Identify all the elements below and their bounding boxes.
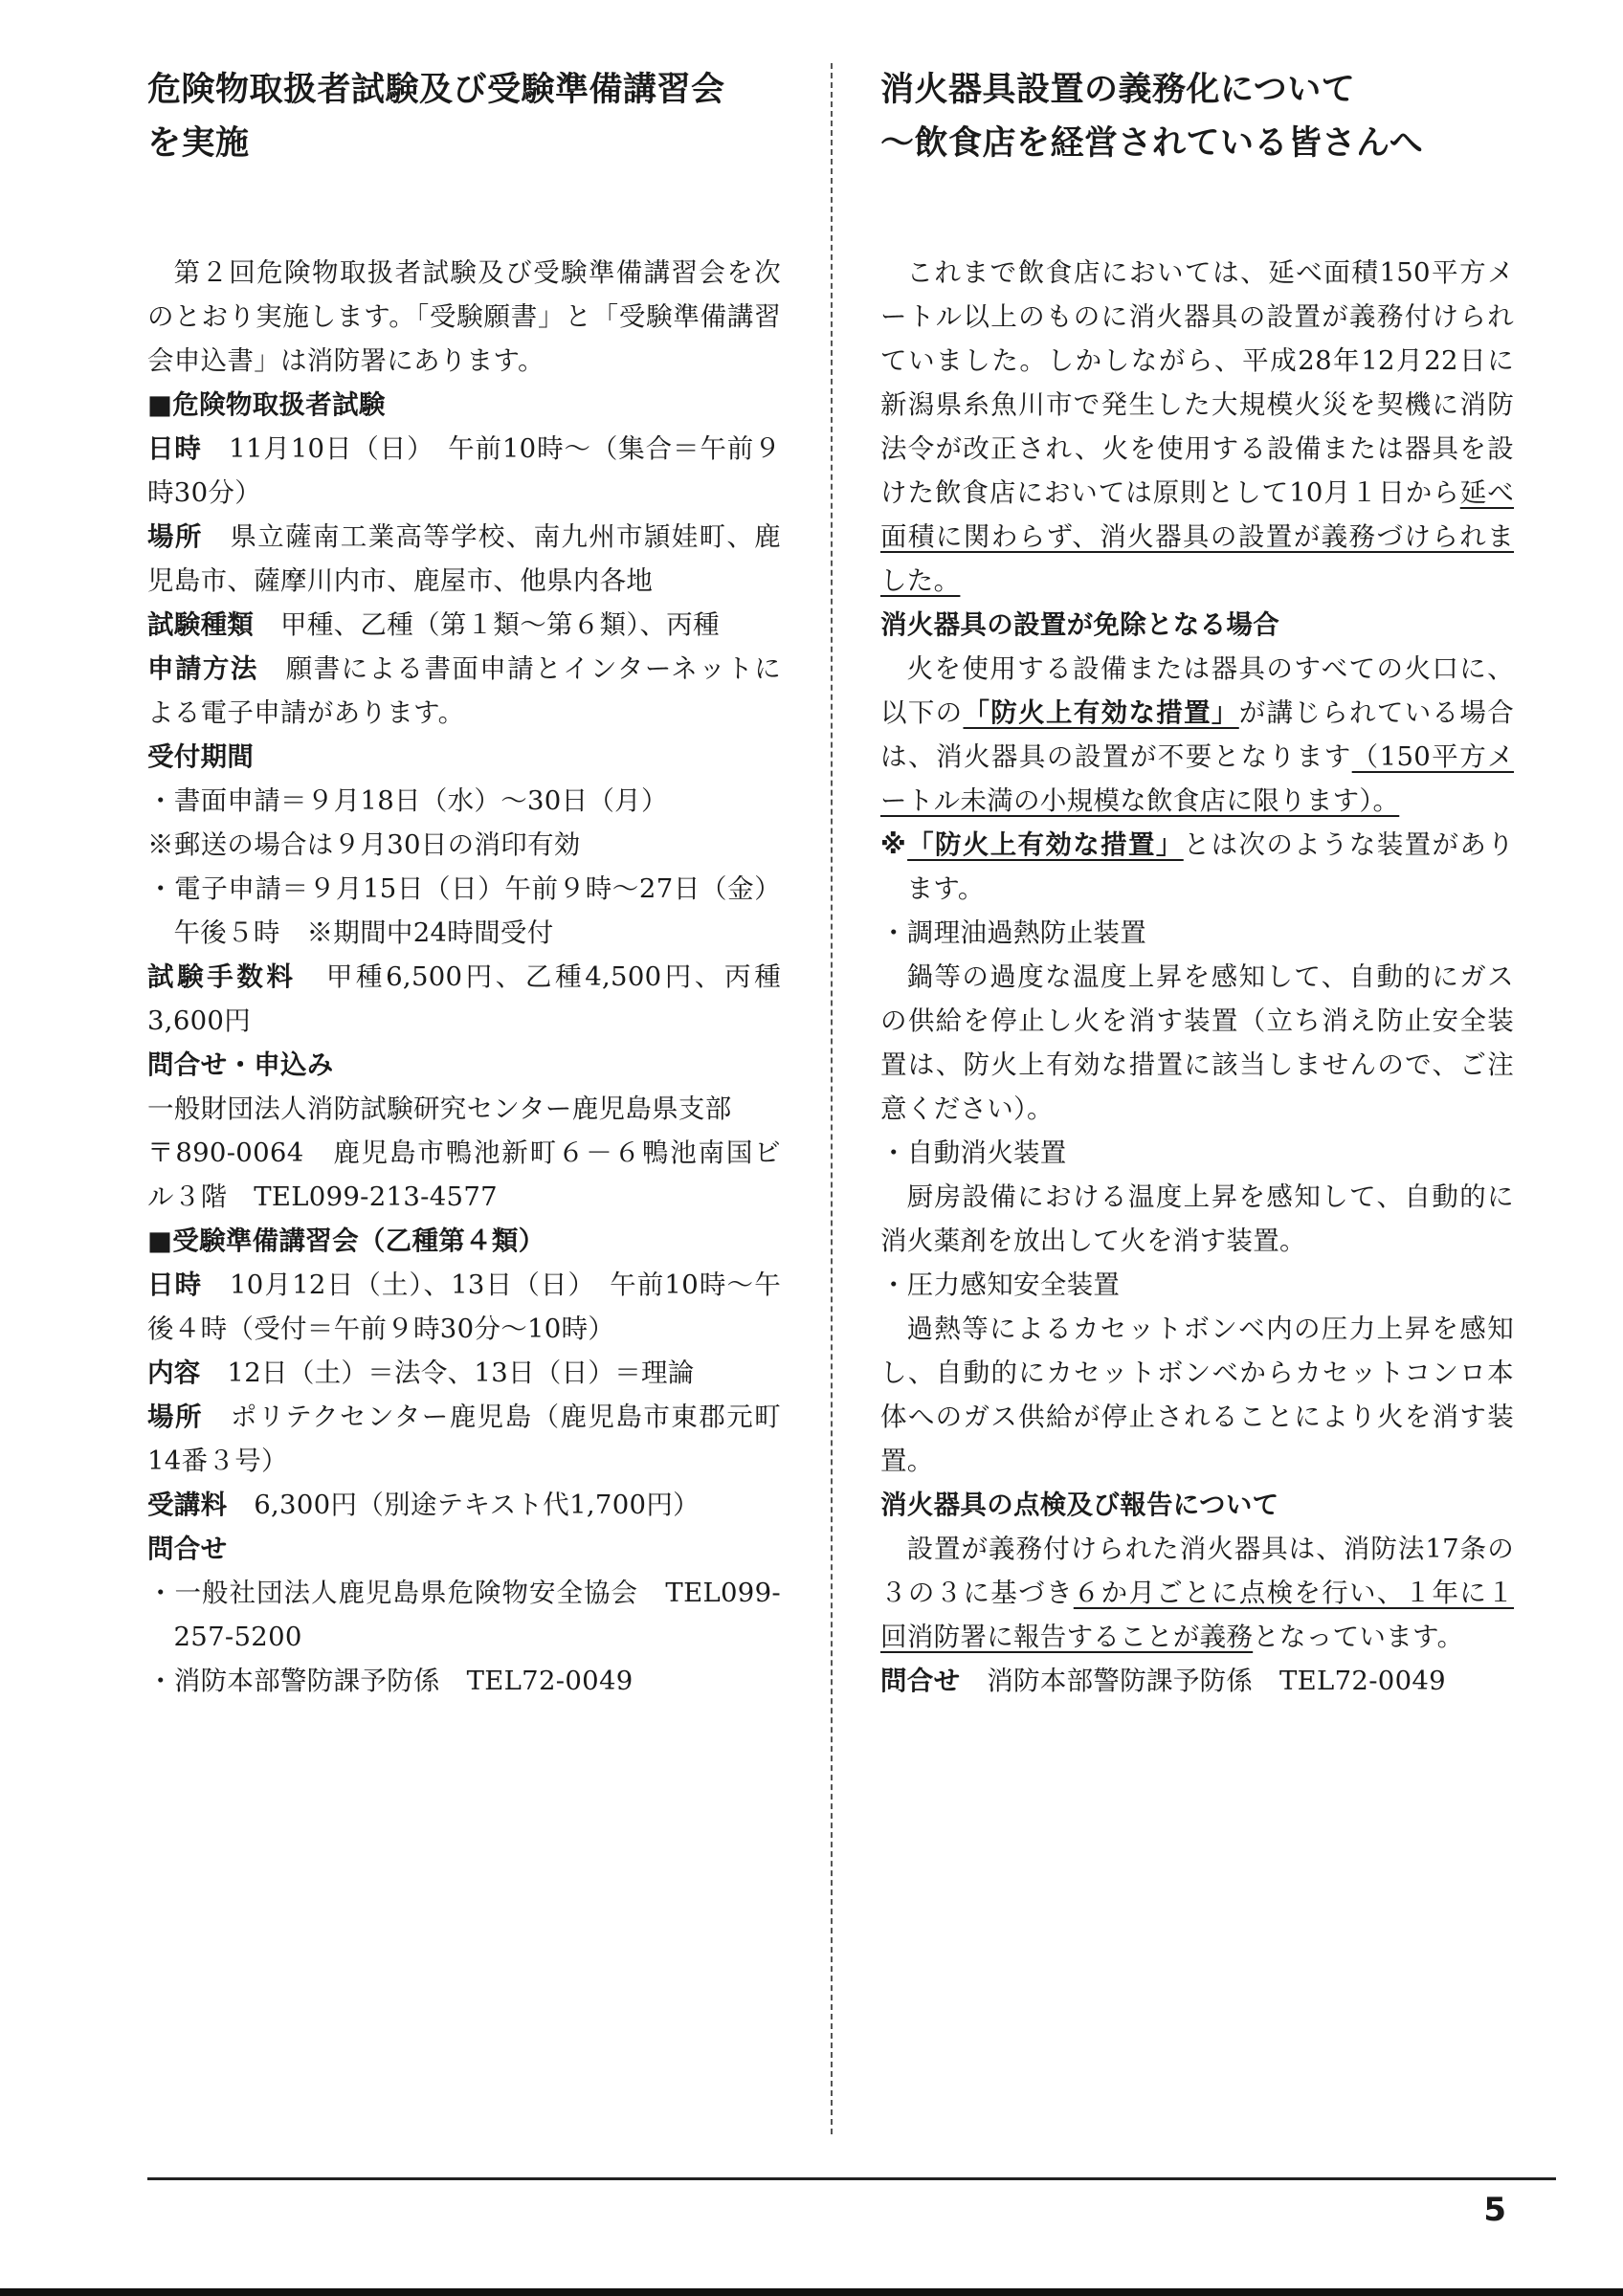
course-content-value: 12日（土）＝法令、13日（日）＝理論 (227, 1358, 695, 1388)
exam-type-value: 甲種、乙種（第１類～第６類）、丙種 (280, 609, 720, 640)
exempt-underlined: （150平方メートル未満の小規模な飲食店に限ります）。 (880, 741, 1514, 816)
right-contact (880, 1659, 1514, 1703)
left-article (147, 63, 781, 1703)
left-title-line-2: を実施 (147, 124, 250, 163)
exam-apply-value: 願書による書面申請とインターネットによる電子申請があります。 (147, 653, 781, 728)
left-intro: 第２回危険物取扱者試験及び受験準備講習会を次のとおり実施します。「受験願書」と「受験準備講習会申込書」は消防署にあります。 (147, 257, 781, 376)
course-date-value: 10月12日（土）、13日（日） 午前10時～午後４時（受付＝午前９時30分～10時） (147, 1269, 781, 1344)
right-intro-text: これまで飲食店においては、延べ面積150平方メートル以上のものに消火器具の設置が義務付けられていました。しかしながら、平成28年12月22日に新潟県糸魚川市で発生した大規模火災を契機に消防法令が改正され、火を使用する設備または器具を設けた飲食店においては原則として10月１日から (880, 257, 1514, 508)
exam-fee-label: 試験手数料 (147, 961, 297, 992)
device-2-description: 厨房設備における温度上昇を感知して、自動的に消火薬剤を放出して火を消す装置。 (880, 1181, 1514, 1256)
right-intro-underlined: 延べ面積に関わらず、消火器具の設置が義務づけられました。 (880, 477, 1514, 596)
right-intro (880, 251, 1514, 603)
exam-period-label: 受付期間 (147, 741, 255, 772)
exam-period-note: ※郵送の場合は９月30日の消印有効 (147, 829, 581, 860)
device-3-title: ・圧力感知安全装置 (880, 1269, 1121, 1300)
left-title-line-1: 危険物取扱者試験及び受験準備講習会 (147, 71, 725, 109)
exam-type-label: 試験種類 (147, 609, 255, 640)
exam-fee-value: 甲種6,500円、乙種4,500円、丙種3,600円 (147, 961, 781, 1036)
course-contact-1: ・一般社団法人鹿児島県危険物安全協会 TEL099-257-5200 (147, 1578, 781, 1652)
course-heading: ■受験準備講習会（乙種第４類） (147, 1225, 545, 1256)
footer-rule (147, 2177, 1556, 2180)
right-article (880, 63, 1514, 1703)
exam-contact-org: 一般財団法人消防試験研究センター鹿児島県支部 (147, 1093, 732, 1124)
device-2-title: ・自動消火装置 (880, 1137, 1067, 1168)
course-fee-label: 受講料 (147, 1490, 228, 1520)
inspect-text-b: となっています。 (1253, 1622, 1464, 1652)
page-number: 5 (1483, 2191, 1506, 2229)
exam-contact-address: 〒890-0064 鹿児島市鴨池新町６－６鴨池南国ビル３階 TEL099-213-4577 (147, 1137, 781, 1212)
exam-place (147, 515, 781, 603)
inspect-heading: 消火器具の点検及び報告について (880, 1490, 1279, 1520)
right-article-title (880, 63, 1514, 170)
exam-place-label: 場所 (147, 521, 203, 552)
inspect-underlined: ６か月ごとに点検を行い、１年に１回消防署に報告することが義務 (880, 1578, 1514, 1652)
inspect-text-a: 設置が義務付けられた消火器具は、消防法17条の３の３に基づき (880, 1534, 1514, 1608)
exam-fee (147, 955, 781, 1043)
exempt-text-b: が講じられている場合は、消火器具の設置が不要となります (880, 697, 1515, 772)
exam-period-online: ・電子申請＝９月15日（日）午前９時～27日（金）午後５時 ※期間中24時間受付 (147, 873, 781, 948)
course-date-label: 日時 (147, 1269, 203, 1300)
exam-date-label: 日時 (147, 433, 202, 464)
exam-apply-label: 申請方法 (147, 653, 258, 684)
course-place-label: 場所 (147, 1402, 203, 1432)
course-contact-label: 問合せ (147, 1534, 228, 1564)
right-title-line-2: ～飲食店を経営されている皆さんへ (880, 124, 1424, 163)
exam-heading: ■危険物取扱者試験 (147, 389, 386, 420)
exempt-text-a: 火を使用する設備または器具のすべての火口に、以下の (880, 653, 1514, 728)
left-article-title (147, 63, 781, 170)
course-content (147, 1351, 781, 1395)
exam-apply (147, 647, 781, 735)
course-place (147, 1395, 781, 1483)
right-contact-value: 消防本部警防課予防係 TEL72-0049 (987, 1666, 1446, 1696)
exam-place-value: 県立薩南工業高等学校、南九州市頴娃町、鹿児島市、薩摩川内市、鹿屋市、他県内各地 (147, 521, 781, 596)
measure-note (880, 823, 1514, 911)
device-3-description: 過熱等によるカセットボンベ内の圧力上昇を感知し、自動的にカセットボンベからカセットコンロ本体へのガス供給が停止されることにより火を消す装置。 (880, 1314, 1514, 1476)
note-mark: ※ (880, 829, 908, 860)
right-contact-label: 問合せ (880, 1666, 961, 1696)
course-contact-2: ・消防本部警防課予防係 TEL72-0049 (147, 1666, 634, 1696)
exempt-paragraph (880, 647, 1514, 823)
exempt-heading: 消火器具の設置が免除となる場合 (880, 609, 1279, 640)
exam-date (147, 427, 781, 515)
note-term: 「防火上有効な措置」 (907, 829, 1184, 860)
exam-period-paper: ・書面申請＝９月18日（水）～30日（月） (147, 785, 668, 816)
course-fee-value: 6,300円（別途テキスト代1,700円） (254, 1490, 700, 1520)
note-rest: とは次のような装置があります。 (906, 829, 1515, 904)
right-title-line-1: 消火器具設置の義務化について (880, 71, 1356, 109)
inspect-paragraph (880, 1527, 1514, 1659)
column-divider (831, 63, 833, 2134)
course-place-value: ポリテクセンター鹿児島（鹿児島市東郡元町14番３号） (147, 1402, 781, 1476)
exam-date-value: 11月10日（日） 午前10時～（集合＝午前９時30分） (147, 433, 781, 508)
bottom-edge-bar (0, 2288, 1623, 2296)
device-1-description: 鍋等の過度な温度上昇を感知して、自動的にガスの供給を停止し火を消す装置（立ち消え防止安全装置は、防火上有効な措置に該当しませんので、ご注意ください）。 (880, 961, 1514, 1124)
exam-type (147, 603, 781, 647)
exempt-term: 「防火上有効な措置」 (963, 697, 1239, 728)
device-1-title: ・調理油過熱防止装置 (880, 917, 1146, 948)
course-content-label: 内容 (147, 1358, 201, 1388)
course-fee (147, 1483, 781, 1527)
exam-contact-label: 問合せ・申込み (147, 1049, 334, 1080)
course-date (147, 1263, 781, 1351)
